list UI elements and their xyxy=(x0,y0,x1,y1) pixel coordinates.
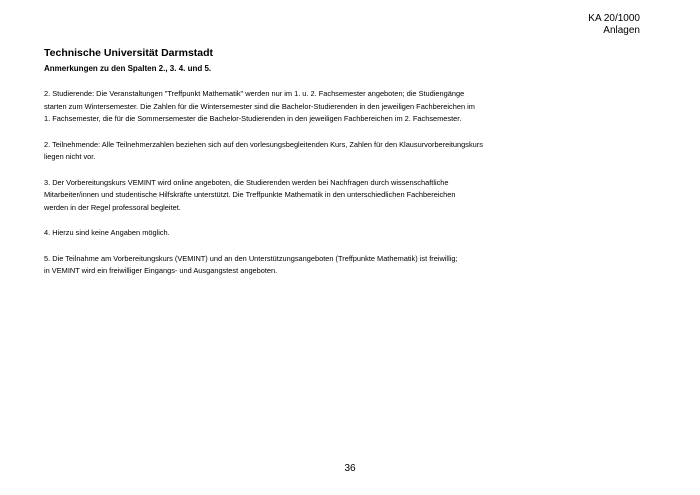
document-section: Anlagen xyxy=(603,25,640,36)
note-item xyxy=(44,227,644,240)
page-subtitle: Anmerkungen zu den Spalten 2., 3. 4. und 5. xyxy=(44,64,212,73)
note-line: 3. Der Vorbereitungskurs VEMINT wird online angeboten, die Studierenden werden bei Nachfragen durch wissenschaftliche xyxy=(44,177,449,187)
page-number: 36 xyxy=(344,463,356,474)
document-reference xyxy=(588,13,640,37)
note-line: 4. Hierzu sind keine Angaben möglich. xyxy=(44,228,170,237)
note-line: 2. Teilnehmende: Alle Teilnehmerzahlen beziehen sich auf den vorlesungsbegleitenden Kurs, Zahlen für den Klausurvorbereitungskurs xyxy=(44,139,483,149)
note-line: werden in der Regel professoral begleitet. xyxy=(44,202,181,212)
page-title: Technische Universität Darmstadt xyxy=(44,47,214,59)
note-item xyxy=(44,253,644,278)
note-line: 5. Die Teilnahme am Vorbereitungskurs (VEMINT) und an den Unterstützungsangeboten (Treffpunkte Mathematik) ist freiwillig; xyxy=(44,253,458,263)
note-line: Mitarbeiter/innen und studentische Hilfskräfte unterstützt. Die Treffpunkte Mathematik in den unterschiedlichen Fachbereichen xyxy=(44,190,456,199)
notes-list xyxy=(44,88,644,291)
document-id: KA 20/1000 xyxy=(588,13,640,24)
note-line: 2. Studierende: Die Veranstaltungen "Treffpunkt Mathematik" werden nur im 1. u. 2. Fachsemester angeboten; die Studiengänge xyxy=(44,89,465,98)
note-line: 1. Fachsemester, die für die Sommersemester die Bachelor-Studierenden in den jeweiligen Fachbereichen im 2. Fachsemester. xyxy=(44,114,462,123)
note-item xyxy=(44,88,644,126)
note-line: liegen nicht vor. xyxy=(44,152,96,161)
note-item xyxy=(44,139,644,164)
note-item xyxy=(44,177,644,215)
note-line: in VEMINT wird ein freiwilliger Eingangs- und Ausgangstest angeboten. xyxy=(44,266,278,275)
note-line: starten zum Wintersemester. Die Zahlen für die Wintersemester sind die Bachelor-Studierenden in den jeweiligen Fachbereichen im xyxy=(44,101,475,111)
